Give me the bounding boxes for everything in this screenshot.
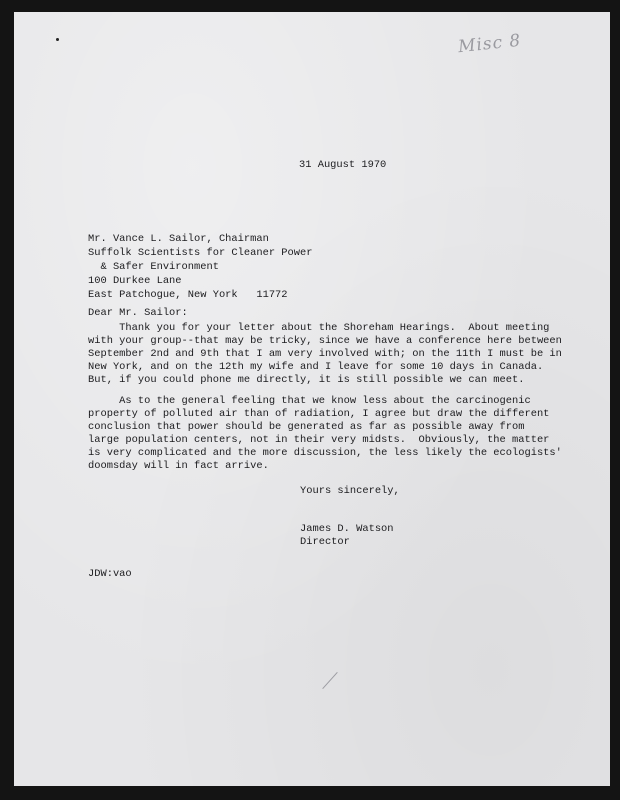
paragraph-line: As to the general feeling that we know less about the carcinogenic — [88, 395, 531, 407]
address-line: 100 Durkee Lane — [88, 275, 182, 287]
paper-speck — [56, 38, 59, 41]
paragraph-line: New York, and on the 12th my wife and I leave for some 10 days in Canada. — [88, 361, 544, 373]
paragraph-line: doomsday will in fact arrive. — [88, 460, 269, 472]
paragraph-line: conclusion that power should be generated as far as possible away from — [88, 421, 525, 433]
signature-name: James D. Watson — [300, 523, 394, 535]
paragraph-line: property of polluted air than of radiation, I agree but draw the different — [88, 408, 550, 420]
letter-date: 31 August 1970 — [299, 159, 387, 171]
address-line: & Safer Environment — [88, 261, 219, 273]
letter-page — [14, 12, 610, 786]
paragraph-line: large population centers, not in their very midsts. Obviously, the matter — [88, 434, 550, 446]
signature-title: Director — [300, 536, 350, 548]
paragraph-line: is very complicated and the more discussion, the less likely the ecologists' — [88, 447, 562, 459]
paragraph-line: Thank you for your letter about the Shoreham Hearings. About meeting — [88, 322, 550, 334]
paper-mark — [322, 672, 337, 689]
paragraph-line: with your group--that may be tricky, since we have a conference here between — [88, 335, 562, 347]
closing: Yours sincerely, — [300, 485, 400, 497]
paragraph-line: But, if you could phone me directly, it is still possible we can meet. — [88, 374, 525, 386]
paragraph-line: September 2nd and 9th that I am very involved with; on the 11th I must be in — [88, 348, 562, 360]
salutation: Dear Mr. Sailor: — [88, 307, 188, 319]
handwritten-note: Misc 8 — [457, 30, 523, 58]
address-line: Suffolk Scientists for Cleaner Power — [88, 247, 313, 259]
address-line: Mr. Vance L. Sailor, Chairman — [88, 233, 269, 245]
address-line: East Patchogue, New York 11772 — [88, 289, 288, 301]
reference-initials: JDW:vao — [88, 568, 132, 580]
